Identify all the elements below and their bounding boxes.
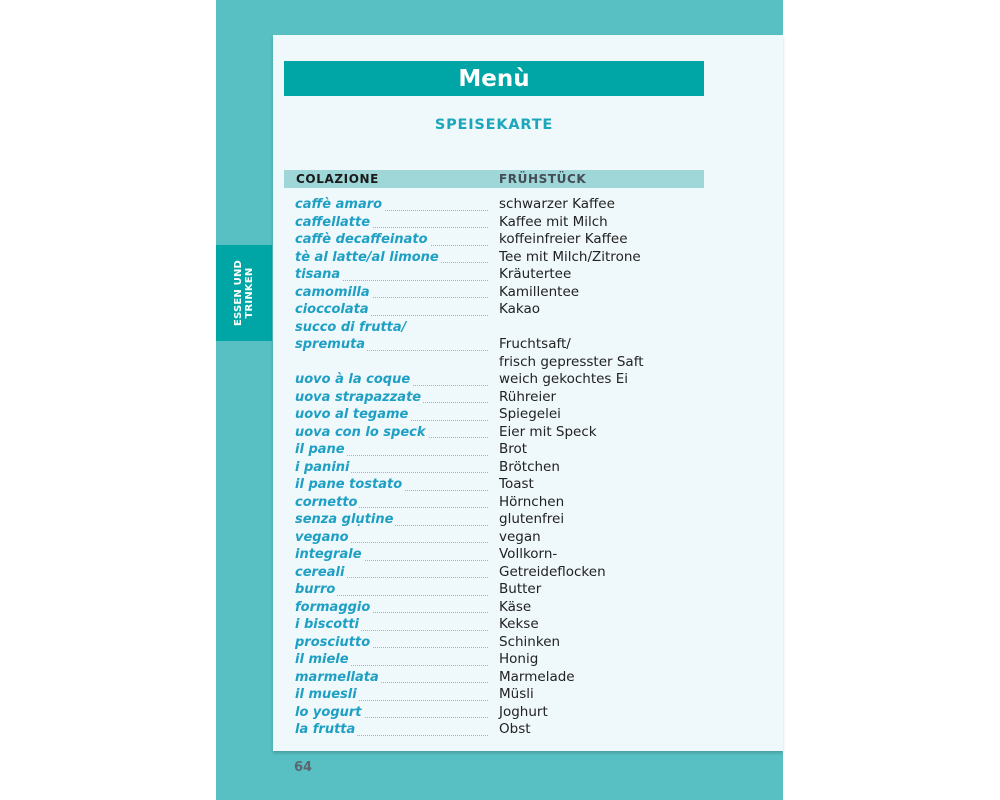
italian-term-text: caffè decaffeinato: [295, 232, 428, 247]
vocab-row: [273, 249, 783, 267]
italian-term: [295, 389, 488, 407]
side-tab-line-2: TRINKEN: [244, 267, 255, 319]
italian-term: [295, 231, 488, 249]
german-translation: Käse: [499, 598, 532, 615]
italian-term-text: uova con lo speck: [295, 424, 426, 440]
italian-term: [295, 599, 488, 617]
german-translation: weich gekochtes Ei: [499, 371, 629, 387]
italian-term-text: integrale: [295, 547, 362, 562]
italian-term: [295, 371, 488, 389]
german-translation: Müsli: [499, 686, 534, 702]
german-translation: Joghurt: [499, 703, 548, 720]
italian-term: [295, 284, 488, 302]
italian-term-text: uova strapazzate: [295, 389, 422, 405]
italian-term-text: succo di frutta/: [295, 319, 407, 335]
italian-term-text: burro: [295, 582, 336, 597]
italian-term-text: caffellatte: [295, 214, 371, 230]
vocab-row: [273, 371, 783, 389]
vocab-row: [273, 599, 783, 617]
italian-term: [295, 441, 488, 459]
german-translation: Marmelade: [499, 668, 575, 685]
italian-term: [295, 214, 488, 232]
german-translation: schwarzer Kaffee: [499, 196, 615, 212]
side-tab-label: [216, 245, 272, 341]
side-tab-line-1: ESSEN UND: [233, 259, 244, 327]
italian-term: [295, 564, 488, 582]
vocab-row: [273, 669, 783, 687]
italian-term-text: il pane: [295, 442, 345, 457]
vocab-row: [273, 511, 783, 529]
italian-term-text: senza glụtine: [295, 512, 394, 527]
vocab-row: [273, 196, 783, 214]
italian-term: [295, 319, 488, 337]
italian-term-text: il miele: [295, 652, 349, 667]
vocab-row: [273, 494, 783, 512]
italian-term-text: spremuta: [295, 337, 366, 352]
italian-term-text: uovo al tegame: [295, 407, 409, 422]
italian-term-text: il pane tostato: [295, 477, 403, 492]
italian-term: [295, 266, 488, 284]
italian-term: [295, 634, 488, 652]
italian-term-text: vegano: [295, 529, 349, 545]
german-translation: Kamillentee: [499, 283, 580, 300]
german-translation: Kaffee mit Milch: [499, 213, 608, 230]
italian-term: [295, 529, 488, 547]
book-page: [273, 35, 783, 751]
vocab-row: [273, 476, 783, 494]
german-translation: Obst: [499, 721, 531, 737]
german-translation: Kräutertee: [499, 266, 572, 282]
vocab-row: [273, 389, 783, 407]
italian-term-text: lo yogurt: [295, 704, 362, 720]
vocab-row: [273, 406, 783, 424]
italian-term-text: la frutta: [295, 722, 356, 737]
vocab-row: [273, 581, 783, 599]
italian-term: [295, 196, 488, 214]
vocab-row: [273, 704, 783, 722]
vocab-row: [273, 336, 783, 354]
german-translation: Tee mit Milch/Zitrone: [499, 248, 641, 265]
italian-term-text: camomilla: [295, 284, 370, 300]
italian-term-text: cereali: [295, 564, 345, 580]
german-translation: Vollkorn-: [499, 546, 558, 562]
german-translation: glutenfrei: [499, 511, 565, 527]
italian-term: [295, 669, 488, 687]
italian-term: [295, 249, 488, 267]
vocab-row: [273, 651, 783, 669]
italian-term: [295, 354, 488, 372]
column-header-german: FRÜHSTÜCK: [499, 172, 587, 186]
vocab-row: [273, 459, 783, 477]
german-translation: vegan: [499, 528, 541, 545]
german-translation: Toast: [499, 476, 534, 492]
italian-term: [295, 651, 488, 669]
german-translation: Rühreier: [499, 388, 557, 405]
column-header: [284, 170, 704, 188]
italian-term: [295, 546, 488, 564]
german-translation: Eier mit Speck: [499, 423, 597, 440]
vocab-row: [273, 564, 783, 582]
vocab-row: [273, 424, 783, 442]
italian-term: [295, 336, 488, 354]
column-header-italian: COLAZIONE: [296, 172, 379, 186]
german-translation: Butter: [499, 581, 542, 597]
italian-term-text: caffè amaro: [295, 197, 383, 212]
italian-term: [295, 476, 488, 494]
italian-term: [295, 406, 488, 424]
page-title: Menù: [284, 61, 704, 96]
vocab-row: [273, 319, 783, 337]
italian-term-text: il muesli: [295, 687, 357, 702]
italian-term-text: formaggio: [295, 599, 371, 615]
vocab-row: [273, 441, 783, 459]
vocab-row: [273, 721, 783, 739]
italian-term: [295, 494, 488, 512]
italian-term-text: marmellata: [295, 669, 379, 685]
vocab-row: [273, 686, 783, 704]
italian-term-text: [295, 355, 297, 370]
italian-term-text: cioccolata: [295, 302, 369, 317]
german-translation: Hörnchen: [499, 493, 565, 510]
italian-term-text: tè al latte/al limone: [295, 249, 439, 265]
german-translation: Schinken: [499, 633, 561, 650]
italian-term-text: i biscotti: [295, 617, 360, 632]
german-translation: Kekse: [499, 616, 539, 632]
italian-term: [295, 616, 488, 634]
vocab-row: [273, 546, 783, 564]
vocab-row: [273, 284, 783, 302]
page-subtitle: SPEISEKARTE: [434, 117, 554, 133]
page-number: 64: [294, 760, 313, 775]
section-side-tab: [216, 245, 272, 341]
vocab-row: [273, 634, 783, 652]
italian-term: [295, 581, 488, 599]
vocabulary-list: [273, 196, 783, 739]
italian-term: [295, 704, 488, 722]
german-translation: Kakao: [499, 301, 541, 317]
italian-term-text: i panini: [295, 459, 350, 475]
italian-term-text: uovo à la coque: [295, 372, 411, 387]
italian-term: [295, 686, 488, 704]
german-translation: Spiegelei: [499, 406, 561, 422]
german-translation: Fruchtsaft/: [499, 336, 571, 352]
italian-term: [295, 459, 488, 477]
italian-term: [295, 424, 488, 442]
vocab-row: [273, 231, 783, 249]
italian-term: [295, 511, 488, 529]
italian-term: [295, 721, 488, 739]
german-translation: Honig: [499, 651, 539, 667]
vocab-row: [273, 354, 783, 372]
italian-term-text: cornetto: [295, 494, 358, 510]
vocab-row: [273, 214, 783, 232]
german-translation: frisch gepresster Saft: [499, 353, 644, 370]
italian-term-text: prosciutto: [295, 634, 371, 650]
german-translation: koffeinfreier Kaffee: [499, 231, 628, 247]
italian-term-text: tisana: [295, 267, 341, 282]
vocab-row: [273, 616, 783, 634]
german-translation: Brötchen: [499, 458, 560, 475]
italian-term: [295, 301, 488, 319]
vocab-row: [273, 266, 783, 284]
german-translation: Brot: [499, 441, 528, 457]
german-translation: Getreideflocken: [499, 563, 606, 580]
vocab-row: [273, 301, 783, 319]
vocab-row: [273, 529, 783, 547]
